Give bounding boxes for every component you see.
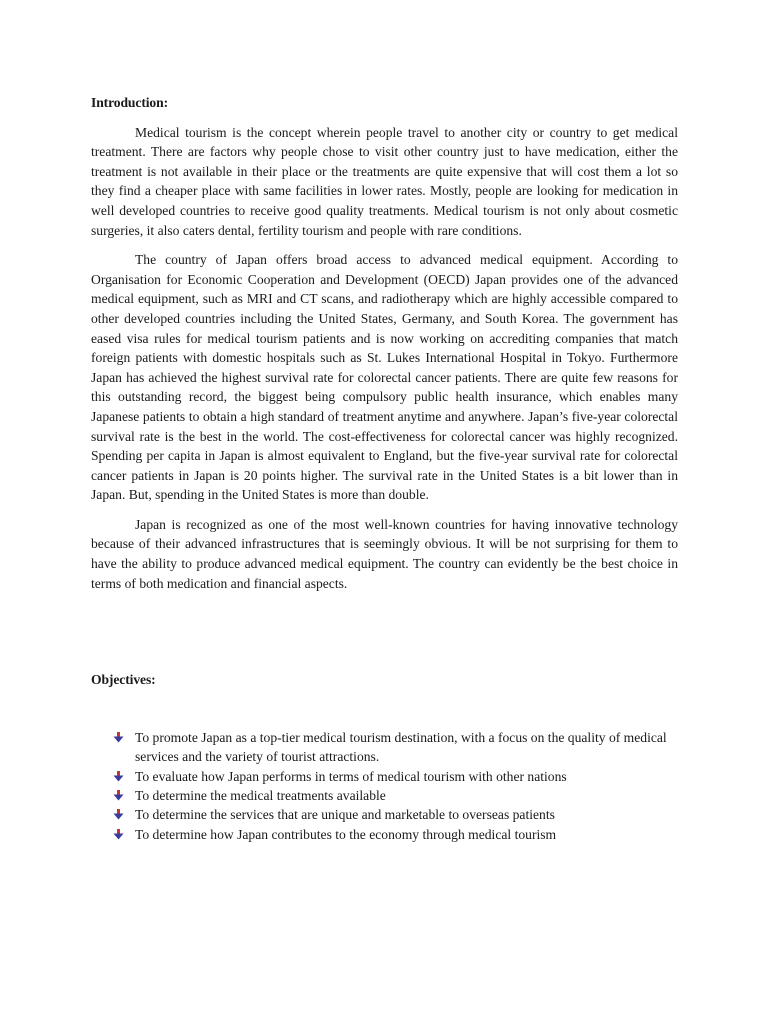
document-page [91,93,678,844]
objectives-heading: Objectives: [91,672,156,688]
objectives-list [91,728,678,844]
objective-item-1 [91,728,678,767]
introduction-paragraph-1: Medical tourism is the concept wherein people travel to another city or country to get medical treatment. There are factors why people chose to visit other country just to have medication, either the treatment is not available in their place or the treatments are quite expensive that will cost them a lot so they find a cheaper place with same facilities in lower rates. Mostly, people are looking for medication in well developed countries to receive good quality treatments. Medical tourism is not only about cosmetic surgeries, it also caters dental, fertility tourism and people with rare conditions. [91,124,678,238]
objective-item-2 [91,767,678,786]
introduction-paragraph-3: Japan is recognized as one of the most well-known countries for having innovative technology because of their advanced infrastructures that is seemingly obvious. It will be not surprising for them to have the ability to produce advanced medical equipment. The country can evidently be the best choice in terms of both medication and financial aspects. [91,516,678,591]
objective-item-3 [91,786,678,805]
introduction-heading: Introduction: [91,95,169,110]
arrow-down-bullet-icon [113,829,124,840]
objective-item-4 [91,805,678,824]
arrow-down-bullet-icon [113,732,124,743]
arrow-down-bullet-icon [113,809,124,820]
objective-item-5 [91,825,678,844]
objective-text: To promote Japan as a top-tier medical tourism destination, with a focus on the quality of medical services and the variety of tourist attractions. [135,729,667,765]
introduction-paragraph-2: The country of Japan offers broad access to advanced medical equipment. According to Organisation for Economic Cooperation and Development (OECD) Japan provides one of the advanced medical equipment, such as MRI and CT scans, and radiotherapy which are highly accessible compared to other developed countries including the United States, Germany, and South Korea. The government has eased visa rules for medical tourism patients and is now working on accrediting companies that match foreign patients with domestic hospitals such as St. Lukes International Hospital in Tokyo. Furthermore Japan has achieved the highest survival rate for colorectal cancer patients. There are quite few reasons for this outstanding record, the biggest being compulsory public health insurance, which enables many Japanese patients to obtain a high standard of treatment anytime and anywhere. Japan’s five-year colorectal survival rate is the best in the world. The cost-effectiveness for colorectal cancer was highly recognized. Spending per capita in Japan is almost equivalent to England, but the five-year survival rate for colorectal cancer patients in Japan is 20 points higher. The survival rate in the United States is a bit lower than in Japan. But, spending in the United States is more than double. [91,252,678,503]
arrow-down-bullet-icon [113,771,124,782]
objective-text: To determine how Japan contributes to the economy through medical tourism [135,826,557,842]
objective-text: To determine the services that are unique and marketable to overseas patients [135,807,555,823]
arrow-down-bullet-icon [113,790,124,801]
objective-text: To determine the medical treatments available [135,788,386,804]
objective-text: To evaluate how Japan performs in terms of medical tourism with other nations [135,768,567,784]
